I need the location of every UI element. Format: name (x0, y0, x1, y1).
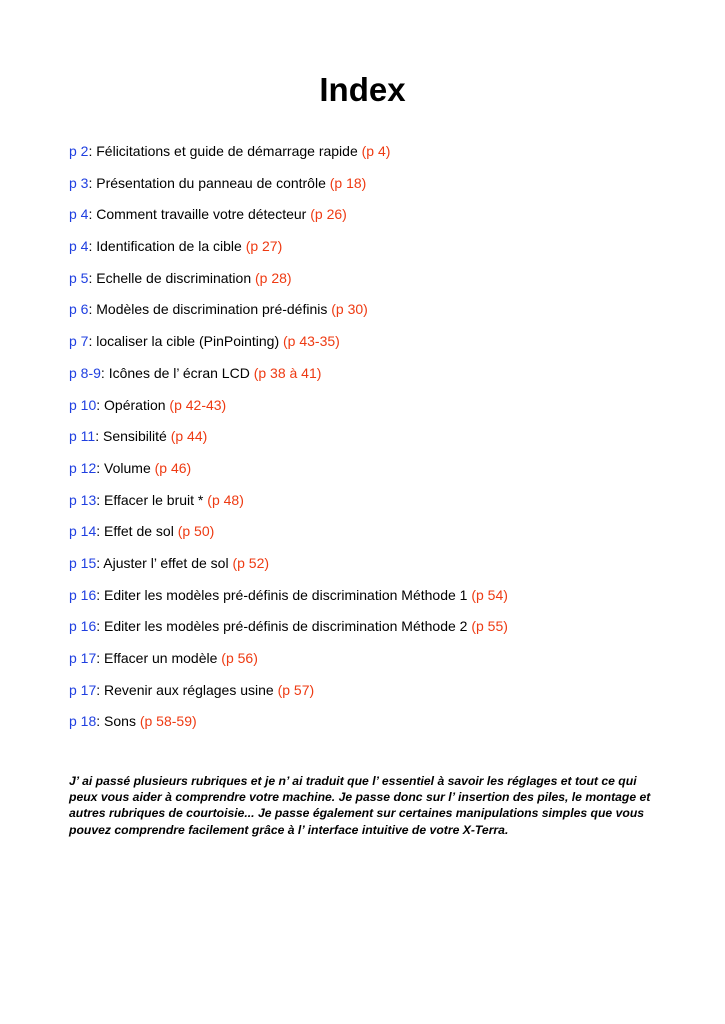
page-ref: p 5 (69, 269, 89, 286)
original-page-ref: (p 52) (232, 554, 270, 571)
index-entry (69, 616, 508, 648)
entry-title: Volume (104, 459, 151, 476)
original-page-ref: (p 55) (471, 618, 508, 635)
original-page-ref: (p 4) (361, 143, 391, 159)
separator: : (100, 364, 109, 381)
index-entry (69, 141, 508, 173)
original-page-ref: (p 27) (245, 238, 283, 255)
separator: : (96, 459, 105, 476)
entry-title: Echelle de discrimination (96, 269, 252, 286)
separator: : (95, 428, 103, 445)
page-ref: p 8-9 (69, 364, 101, 381)
original-page-ref: (p 38 à 41) (253, 364, 322, 381)
page-ref: p 17 (69, 650, 97, 666)
separator: : (96, 491, 105, 508)
original-page-ref: (p 54) (471, 586, 508, 603)
entry-title: Comment travaille votre détecteur (96, 206, 307, 223)
original-page-ref: (p 42-43) (169, 396, 227, 413)
index-entry (69, 585, 508, 617)
page-ref: p 12 (69, 459, 97, 476)
entry-title: Revenir aux réglages usine (104, 681, 274, 698)
page-ref: p 3 (69, 174, 89, 191)
translator-note: J’ ai passé plusieurs rubriques et je n’ ai traduit que l’ essentiel à savoir les réglages et tout ce qui peux vous aider à comprendre votre machine. Je passe donc sur l’ insertion des piles, le montage et autres rubriques de courtoisie... Je passe également sur certaines manipulations simples que vous pouvez comprendre facilement grâce à l’ interface intuitive de votre X-Terra. (69, 774, 651, 837)
index-entry (69, 490, 508, 522)
entry-title: Modèles de discrimination pré-définis (96, 301, 328, 318)
original-page-ref: (p 18) (329, 174, 367, 191)
index-entry (69, 268, 508, 300)
entry-title: localiser la cible (PinPointing) (96, 333, 280, 350)
page-ref: p 13 (69, 491, 97, 508)
entry-title: Effacer un modèle (104, 650, 218, 666)
separator: : (88, 333, 97, 350)
separator: : (88, 206, 97, 223)
original-page-ref: (p 43-35) (283, 333, 340, 350)
entry-title: Félicitations et guide de démarrage rapide (96, 143, 358, 159)
entry-title: Opération (104, 396, 166, 413)
separator: : (96, 586, 105, 603)
original-page-ref: (p 46) (154, 459, 192, 476)
page-ref: p 2 (69, 143, 89, 159)
index-entry (69, 395, 508, 427)
page-ref: p 11 (69, 428, 96, 445)
entry-title: Editer les modèles pré-définis de discrimination Méthode 2 (104, 618, 468, 635)
page-ref: p 4 (69, 206, 89, 223)
index-entry (69, 711, 508, 743)
separator: : (96, 618, 105, 635)
index-entry (69, 236, 508, 268)
separator: : (96, 523, 105, 540)
entry-title: Effacer le bruit * (104, 491, 204, 508)
separator: : (88, 269, 97, 286)
index-entry (69, 553, 508, 585)
entry-title: Editer les modèles pré-définis de discrimination Méthode 1 (104, 586, 468, 603)
entry-title: Sensibilité (103, 428, 167, 445)
page-ref: p 17 (69, 681, 97, 698)
page-ref: p 6 (69, 301, 89, 318)
entry-title: Ajuster l’ effet de sol (103, 554, 229, 571)
page-ref: p 14 (69, 523, 97, 540)
separator: : (88, 238, 97, 255)
separator: : (88, 301, 97, 318)
index-entry (69, 680, 508, 712)
entry-title: Effet de sol (104, 523, 174, 540)
index-entry (69, 426, 508, 458)
index-entry (69, 204, 508, 236)
separator: : (96, 713, 105, 730)
index-entry (69, 521, 508, 553)
index-list (69, 141, 508, 743)
entry-title: Icônes de l’ écran LCD (108, 364, 250, 381)
page-ref: p 4 (69, 238, 89, 255)
separator: : (88, 143, 97, 159)
original-page-ref: (p 58-59) (139, 713, 197, 730)
original-page-ref: (p 48) (207, 491, 244, 508)
page-ref: p 7 (69, 333, 89, 350)
entry-title: Présentation du panneau de contrôle (96, 174, 326, 191)
original-page-ref: (p 57) (277, 681, 315, 698)
page-ref: p 16 (69, 586, 97, 603)
index-entry (69, 173, 508, 205)
separator: : (96, 650, 105, 666)
entry-title: Sons (104, 713, 136, 730)
separator: : (88, 174, 97, 191)
separator: : (96, 554, 104, 571)
original-page-ref: (p 50) (177, 523, 215, 540)
entry-title: Identification de la cible (96, 238, 242, 255)
index-entry (69, 458, 508, 490)
original-page-ref: (p 28) (255, 269, 292, 286)
page-ref: p 18 (69, 713, 97, 730)
index-entry (69, 363, 508, 395)
separator: : (96, 396, 105, 413)
page-ref: p 16 (69, 618, 97, 635)
separator: : (96, 681, 105, 698)
original-page-ref: (p 56) (221, 650, 258, 666)
index-entry (69, 331, 508, 363)
original-page-ref: (p 44) (170, 428, 208, 445)
page-title: Index (319, 71, 406, 108)
index-entry (69, 648, 508, 680)
page-ref: p 10 (69, 396, 97, 413)
original-page-ref: (p 26) (310, 206, 347, 223)
index-entry (69, 299, 508, 331)
original-page-ref: (p 30) (331, 301, 368, 318)
page-ref: p 15 (69, 554, 97, 571)
